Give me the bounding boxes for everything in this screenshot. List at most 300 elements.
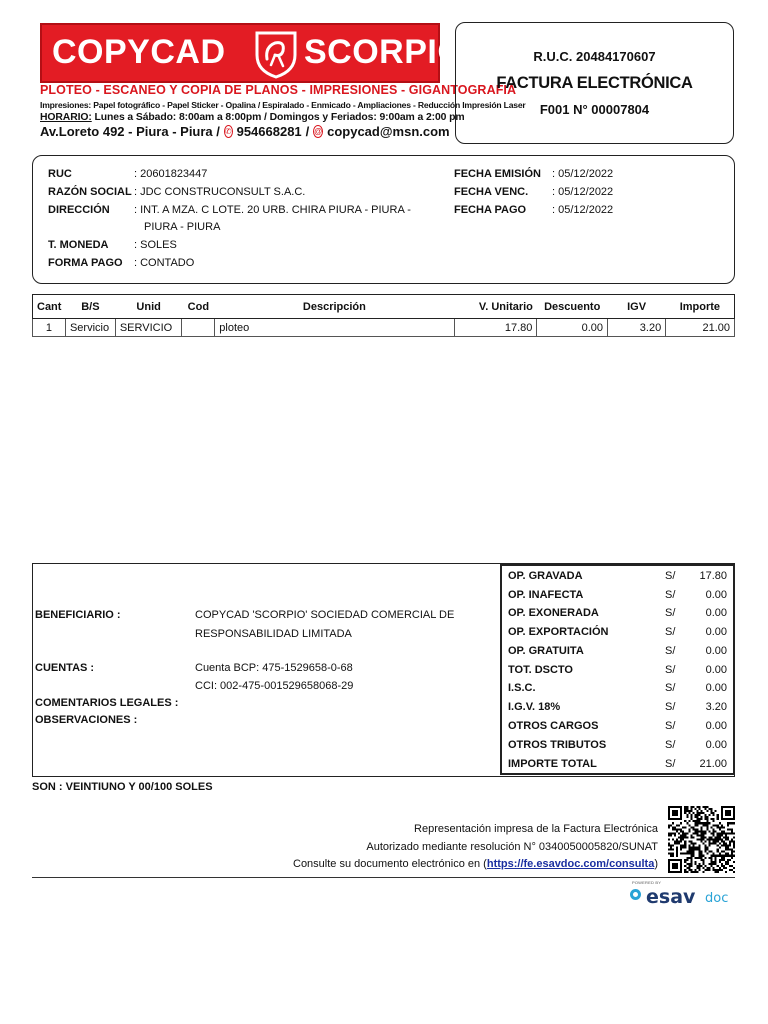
qr-module	[715, 824, 717, 826]
qr-module	[680, 838, 682, 840]
client-ruc-value: : 20601823447	[134, 168, 208, 180]
qr-module	[676, 828, 678, 830]
client-name-label: RAZÓN SOCIAL	[48, 186, 132, 198]
qr-module	[717, 869, 719, 871]
qr-module	[692, 806, 694, 808]
qr-module	[717, 824, 719, 826]
qr-module	[692, 849, 694, 851]
qr-module	[696, 820, 698, 822]
contact-separator: /	[305, 124, 310, 139]
qr-module	[696, 818, 698, 820]
footer-authorization: Autorizado mediante resolución N° 0340050005820/SUNAT	[366, 841, 658, 853]
qr-module	[698, 820, 700, 822]
qr-module	[719, 834, 721, 836]
qr-module	[690, 859, 692, 861]
company-address: Av.Loreto 492 - Piura - Piura /	[40, 124, 220, 139]
qr-module	[721, 832, 723, 834]
total-label: OP. EXPORTACIÓN	[508, 626, 609, 638]
company-services: Impresiones: Papel fotográfico - Papel Sticker - Opalina / Espiralado - Enmicado - Ampliaciones - Reducción Impresión Laser	[40, 100, 526, 110]
qr-module	[682, 836, 684, 838]
total-currency: S/	[665, 701, 676, 713]
qr-module	[719, 853, 721, 855]
qr-module	[721, 826, 723, 828]
qr-module	[709, 838, 711, 840]
totals-row-importe-total	[502, 755, 733, 774]
qr-module	[713, 828, 715, 830]
qr-module	[713, 841, 715, 843]
qr-module	[690, 871, 692, 873]
qr-module	[678, 836, 680, 838]
qr-module	[676, 838, 678, 840]
qr-module	[715, 838, 717, 840]
qr-module	[700, 812, 702, 814]
qr-module	[696, 814, 698, 816]
col-header-type: B/S	[65, 295, 115, 319]
scorpion-emblem-icon	[253, 29, 299, 79]
qr-module	[694, 808, 696, 810]
qr-module	[731, 853, 733, 855]
qr-module	[719, 836, 721, 838]
qr-module	[709, 851, 711, 853]
qr-module	[670, 847, 672, 849]
qr-module	[672, 855, 674, 857]
qr-module	[705, 865, 707, 867]
qr-module	[694, 814, 696, 816]
qr-module	[692, 843, 694, 845]
qr-module	[688, 810, 690, 812]
qr-module	[711, 812, 713, 814]
qr-module	[692, 853, 694, 855]
qr-module	[713, 824, 715, 826]
qr-module	[703, 834, 705, 836]
total-label: OP. INAFECTA	[508, 589, 584, 601]
qr-module	[709, 867, 711, 869]
qr-module	[680, 830, 682, 832]
qr-module	[727, 849, 729, 851]
qr-module	[688, 851, 690, 853]
legal-comments-label: COMENTARIOS LEGALES :	[35, 697, 179, 709]
qr-module	[713, 814, 715, 816]
total-value: 0.00	[705, 720, 727, 732]
qr-module	[684, 832, 686, 834]
qr-module	[733, 867, 735, 869]
qr-module	[678, 824, 680, 826]
qr-module	[686, 871, 688, 873]
qr-module	[725, 836, 727, 838]
qr-module	[698, 814, 700, 816]
qr-module	[700, 855, 702, 857]
qr-module	[733, 855, 735, 857]
qr-module	[707, 867, 709, 869]
qr-module	[698, 806, 700, 808]
qr-module	[729, 822, 731, 824]
qr-module	[690, 869, 692, 871]
qr-module	[690, 810, 692, 812]
qr-module	[713, 812, 715, 814]
qr-module	[690, 818, 692, 820]
qr-module	[705, 824, 707, 826]
qr-module	[719, 828, 721, 830]
qr-module	[711, 843, 713, 845]
qr-module	[684, 859, 686, 861]
payment-date-label: FECHA PAGO	[454, 204, 527, 216]
qr-module	[727, 828, 729, 830]
qr-module	[703, 806, 705, 808]
beneficiary-value-2: RESPONSABILIDAD LIMITADA	[195, 628, 352, 640]
qr-module	[729, 841, 731, 843]
beneficiary-value-1: COPYCAD 'SCORPIO' SOCIEDAD COMERCIAL DE	[195, 609, 455, 621]
qr-module	[690, 806, 692, 808]
total-value: 3.20	[705, 701, 727, 713]
qr-module	[690, 843, 692, 845]
qr-module	[698, 847, 700, 849]
qr-module	[707, 824, 709, 826]
qr-module	[686, 822, 688, 824]
total-currency: S/	[665, 664, 676, 676]
totals-row-op-gravada	[502, 567, 733, 586]
qr-module	[684, 836, 686, 838]
qr-module	[713, 838, 715, 840]
qr-module	[711, 857, 713, 859]
qr-module	[672, 838, 674, 840]
total-value: 0.00	[705, 739, 727, 751]
qr-module	[705, 869, 707, 871]
qr-module	[711, 808, 713, 810]
qr-module	[705, 841, 707, 843]
qr-module	[668, 824, 670, 826]
qr-module	[686, 832, 688, 834]
qr-module	[676, 851, 678, 853]
qr-module	[731, 841, 733, 843]
qr-module	[686, 851, 688, 853]
qr-module	[676, 855, 678, 857]
qr-module	[727, 824, 729, 826]
qr-module	[670, 849, 672, 851]
qr-module	[723, 851, 725, 853]
qr-module	[694, 832, 696, 834]
qr-module	[715, 863, 717, 865]
qr-module	[676, 841, 678, 843]
qr-module	[682, 830, 684, 832]
qr-module	[700, 816, 702, 818]
qr-module	[700, 865, 702, 867]
qr-module	[700, 834, 702, 836]
qr-module	[684, 806, 686, 808]
qr-module	[682, 826, 684, 828]
qr-module	[715, 843, 717, 845]
qr-module	[733, 822, 735, 824]
qr-module	[733, 845, 735, 847]
qr-module	[690, 861, 692, 863]
qr-module	[698, 822, 700, 824]
qr-module	[713, 867, 715, 869]
qr-module	[723, 859, 725, 861]
cell-type: Servicio	[65, 319, 115, 337]
qr-module	[696, 865, 698, 867]
qr-module	[670, 845, 672, 847]
qr-module	[705, 806, 707, 808]
qr-module	[733, 861, 735, 863]
qr-module	[692, 836, 694, 838]
qr-module	[715, 855, 717, 857]
qr-module	[694, 849, 696, 851]
qr-module	[696, 857, 698, 859]
qr-module	[711, 838, 713, 840]
qr-module	[696, 824, 698, 826]
qr-module	[727, 832, 729, 834]
qr-module	[715, 871, 717, 873]
qr-module	[725, 853, 727, 855]
total-currency: S/	[665, 626, 676, 638]
qr-module	[733, 832, 735, 834]
qr-module	[721, 841, 723, 843]
qr-module	[705, 851, 707, 853]
qr-module	[696, 849, 698, 851]
qr-module	[668, 834, 670, 836]
qr-module	[721, 869, 723, 871]
table-row	[33, 319, 735, 337]
qr-module	[690, 863, 692, 865]
qr-module	[723, 857, 725, 859]
accounts-value-2: CCI: 002-475-001529658068-29	[195, 680, 354, 692]
qr-module	[700, 822, 702, 824]
qr-module	[670, 824, 672, 826]
qr-module	[680, 847, 682, 849]
qr-module	[676, 853, 678, 855]
footer-consult-prefix: Consulte su documento electrónico en (	[293, 858, 487, 870]
qr-module	[707, 838, 709, 840]
qr-module	[705, 808, 707, 810]
qr-module	[719, 847, 721, 849]
currency-value: : SOLES	[134, 239, 177, 251]
qr-module	[707, 828, 709, 830]
qr-module	[713, 843, 715, 845]
col-header-code: Cod	[182, 295, 215, 319]
qr-module	[707, 822, 709, 824]
qr-module	[731, 822, 733, 824]
qr-module	[674, 841, 676, 843]
qr-module	[698, 857, 700, 859]
qr-module	[674, 834, 676, 836]
qr-module	[703, 859, 705, 861]
qr-module	[727, 838, 729, 840]
total-value: 0.00	[705, 645, 727, 657]
total-label: OP. EXONERADA	[508, 607, 599, 619]
qr-module	[690, 855, 692, 857]
qr-module	[692, 832, 694, 834]
qr-module	[670, 834, 672, 836]
qr-module	[700, 838, 702, 840]
qr-module	[723, 845, 725, 847]
qr-module	[725, 863, 727, 865]
totals-row-isc	[502, 679, 733, 698]
consult-link[interactable]: https://fe.esavdoc.com/consulta	[486, 858, 655, 870]
col-header-description: Descripción	[215, 295, 454, 319]
qr-module	[705, 845, 707, 847]
qr-module	[684, 869, 686, 871]
qr-module	[713, 818, 715, 820]
qr-module	[703, 838, 705, 840]
qr-module	[688, 812, 690, 814]
totals-row-tot-dscto	[502, 661, 733, 680]
qr-module	[694, 824, 696, 826]
qr-module	[703, 867, 705, 869]
qr-module	[688, 849, 690, 851]
qr-module	[721, 855, 723, 857]
col-header-discount: Descuento	[537, 295, 608, 319]
qr-module	[713, 853, 715, 855]
qr-module	[703, 812, 705, 814]
qr-module	[668, 843, 670, 845]
due-date-value: : 05/12/2022	[552, 186, 614, 198]
qr-module	[688, 867, 690, 869]
qr-module	[731, 830, 733, 832]
qr-module	[694, 820, 696, 822]
qr-module	[717, 849, 719, 851]
total-label: OP. GRAVADA	[508, 570, 583, 582]
qr-module	[711, 861, 713, 863]
qr-module	[684, 826, 686, 828]
qr-module	[694, 871, 696, 873]
qr-module	[676, 824, 678, 826]
qr-module	[717, 832, 719, 834]
qr-module	[707, 820, 709, 822]
qr-module	[698, 808, 700, 810]
client-name-value: : JDC CONSTRUCONSULT S.A.C.	[134, 186, 306, 198]
footer-consult	[293, 858, 658, 870]
qr-module	[684, 812, 686, 814]
qr-module	[711, 863, 713, 865]
qr-module	[692, 828, 694, 830]
qr-module	[690, 841, 692, 843]
qr-module	[694, 861, 696, 863]
qr-module	[684, 871, 686, 873]
total-label: OP. GRATUITA	[508, 645, 584, 657]
qr-module	[725, 871, 727, 873]
qr-module	[694, 857, 696, 859]
qr-module	[700, 853, 702, 855]
qr-module	[725, 849, 727, 851]
qr-module	[719, 869, 721, 871]
brand-name-right: SCORPIO	[304, 33, 465, 71]
qr-module	[731, 832, 733, 834]
cell-code	[182, 319, 215, 337]
cell-unit-price: 17.80	[454, 319, 537, 337]
qr-code-icon	[668, 806, 735, 873]
qr-module	[690, 836, 692, 838]
esavdoc-logo-icon	[630, 889, 641, 900]
qr-module	[719, 826, 721, 828]
qr-module	[711, 859, 713, 861]
qr-module	[700, 859, 702, 861]
qr-module	[680, 822, 682, 824]
total-value: 0.00	[705, 589, 727, 601]
qr-module	[700, 836, 702, 838]
qr-module	[696, 832, 698, 834]
qr-module	[723, 867, 725, 869]
qr-module	[686, 814, 688, 816]
qr-module	[703, 863, 705, 865]
cell-discount: 0.00	[537, 319, 608, 337]
qr-module	[705, 830, 707, 832]
cell-description: ploteo	[215, 319, 454, 337]
qr-module	[694, 828, 696, 830]
qr-module	[709, 836, 711, 838]
qr-module	[684, 820, 686, 822]
qr-module	[723, 865, 725, 867]
qr-module	[709, 857, 711, 859]
qr-module	[676, 847, 678, 849]
qr-module	[678, 841, 680, 843]
qr-module	[705, 814, 707, 816]
client-address-value-1: : INT. A MZA. C LOTE. 20 URB. CHIRA PIURA - PIURA -	[134, 204, 411, 216]
qr-module	[694, 843, 696, 845]
qr-module	[729, 828, 731, 830]
qr-module	[731, 851, 733, 853]
totals-row-op-gratuita	[502, 642, 733, 661]
qr-module	[717, 834, 719, 836]
qr-module	[719, 859, 721, 861]
qr-module	[694, 830, 696, 832]
qr-module	[719, 832, 721, 834]
qr-module	[688, 869, 690, 871]
qr-module	[731, 838, 733, 840]
qr-module	[696, 816, 698, 818]
qr-module	[729, 849, 731, 851]
qr-module	[729, 832, 731, 834]
qr-module	[717, 838, 719, 840]
qr-module	[668, 838, 670, 840]
qr-module	[717, 865, 719, 867]
total-label: I.S.C.	[508, 682, 536, 694]
qr-module	[698, 849, 700, 851]
qr-module	[723, 832, 725, 834]
qr-module	[731, 855, 733, 857]
qr-module	[709, 845, 711, 847]
qr-module	[725, 847, 727, 849]
qr-module	[698, 818, 700, 820]
total-label: OTROS CARGOS	[508, 720, 599, 732]
qr-module	[680, 836, 682, 838]
qr-module	[717, 841, 719, 843]
qr-module	[703, 836, 705, 838]
qr-module	[672, 826, 674, 828]
qr-module	[686, 859, 688, 861]
totals-row-otros-tributos	[502, 736, 733, 755]
company-phone: 954668281	[236, 124, 302, 139]
qr-module	[727, 863, 729, 865]
qr-module	[715, 861, 717, 863]
qr-module	[668, 853, 670, 855]
issue-date-label: FECHA EMISIÓN	[454, 168, 541, 180]
qr-module	[717, 814, 719, 816]
qr-module	[692, 845, 694, 847]
qr-module	[668, 826, 670, 828]
qr-module	[690, 851, 692, 853]
qr-module	[696, 838, 698, 840]
qr-module	[696, 834, 698, 836]
total-value: 0.00	[705, 607, 727, 619]
qr-module	[729, 845, 731, 847]
qr-module	[690, 865, 692, 867]
qr-module	[700, 826, 702, 828]
qr-module	[688, 824, 690, 826]
qr-module	[696, 867, 698, 869]
total-label: I.G.V. 18%	[508, 701, 561, 713]
qr-module	[688, 863, 690, 865]
qr-module	[707, 853, 709, 855]
powered-by-text: POWERED BY	[632, 880, 662, 885]
